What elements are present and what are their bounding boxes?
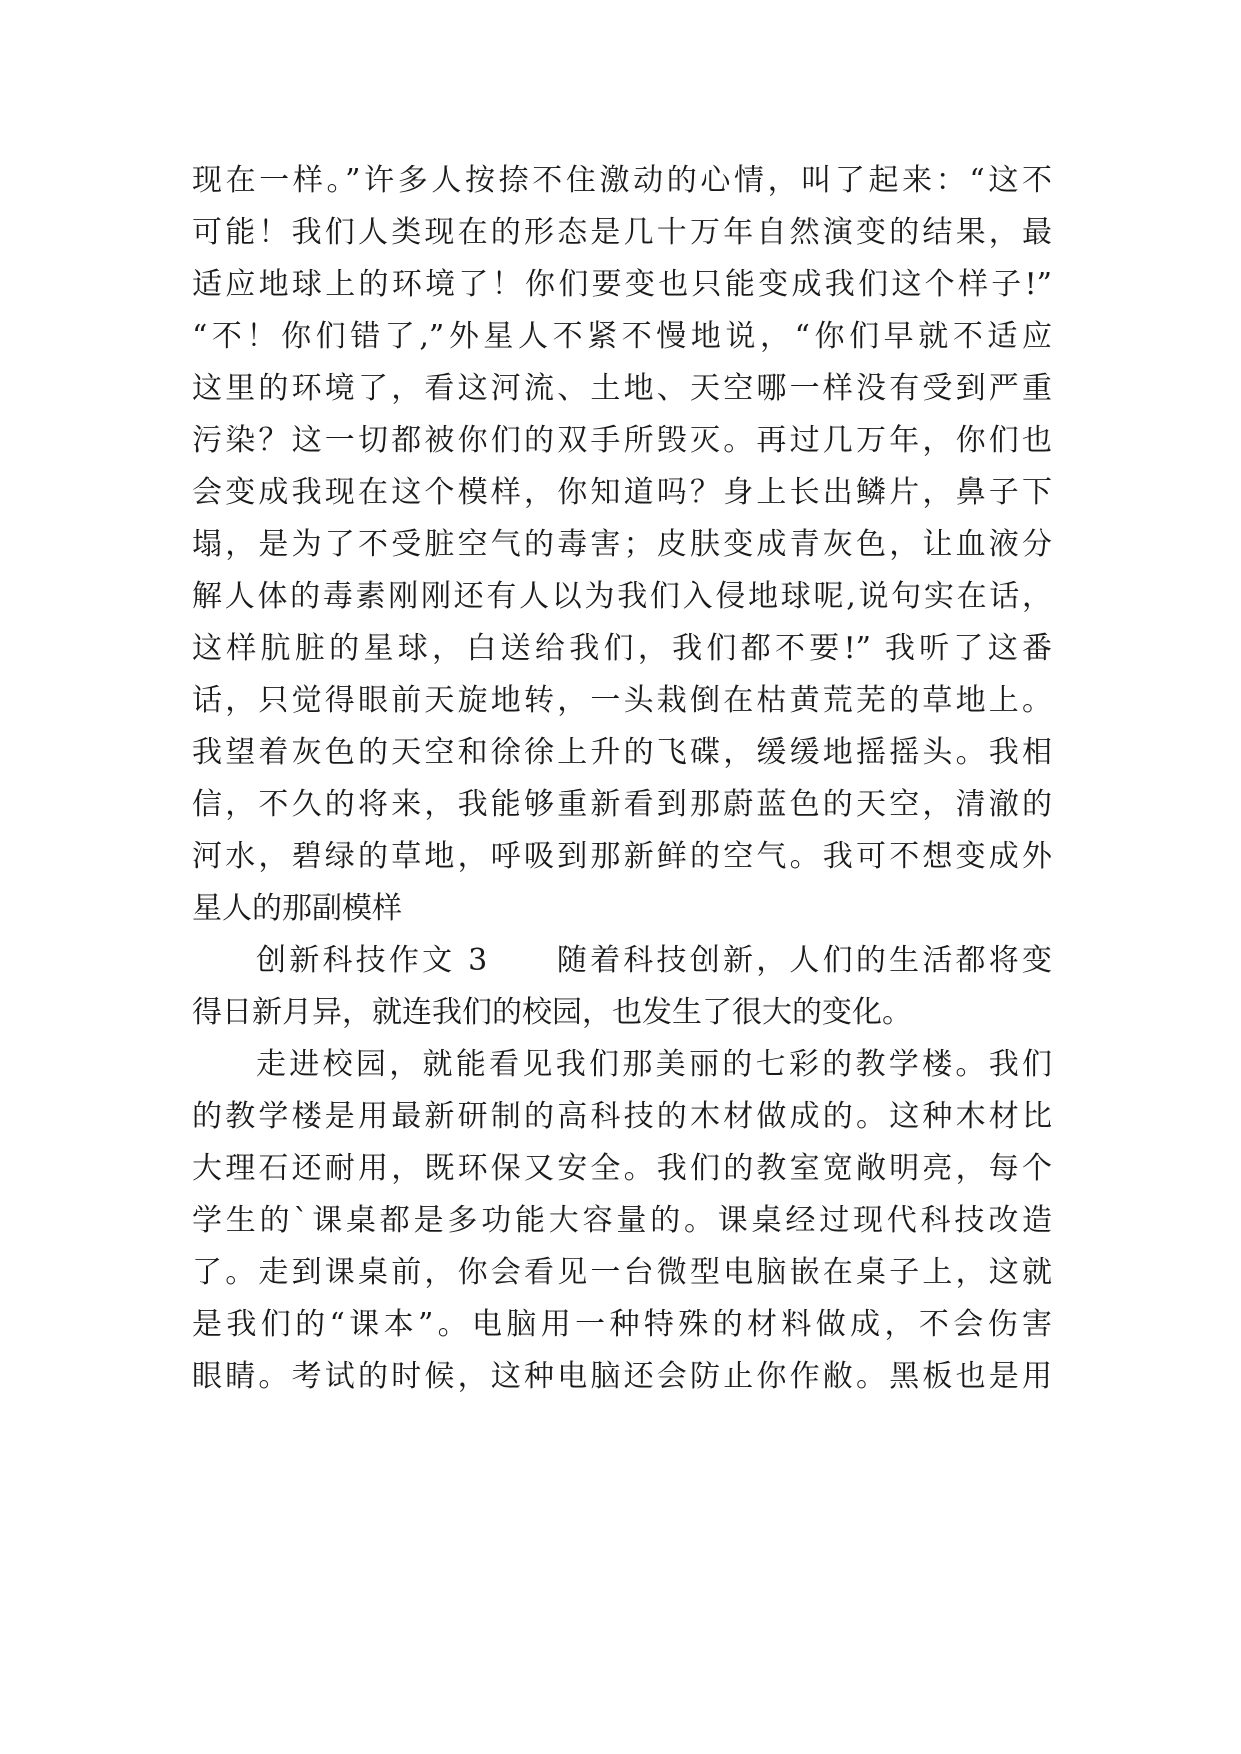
text-line: 会变成我现在这个模样，你知道吗？身上长出鳞片，鼻子下 (192, 475, 1052, 510)
text-line: 塌，是为了不受脏空气的毒害；皮肤变成青灰色，让血液分 (192, 527, 1052, 562)
text-line: “不！你们错了,”外星人不紧不慢地说，“你们早就不适应 (192, 319, 1052, 354)
body-text (192, 155, 1052, 1403)
text-line: 得日新月异，就连我们的校园，也发生了很大的变化。 (192, 995, 912, 1030)
text-line: 河水，碧绿的草地，呼吸到那新鲜的空气。我可不想变成外 (192, 839, 1052, 874)
text-line: 星人的那副模样 (192, 891, 402, 926)
section-heading-line: 创新科技作文 3 随着科技创新，人们的生活都将变 (256, 943, 1052, 978)
text-line: 现在一样。”许多人按捺不住激动的心情，叫了起来：“这不 (192, 163, 1052, 198)
text-line: 这里的环境了，看这河流、土地、天空哪一样没有受到严重 (192, 371, 1052, 406)
text-line: 眼睛。考试的时候，这种电脑还会防止你作敝。黑板也是用 (192, 1359, 1052, 1394)
text-line: 污染？这一切都被你们的双手所毁灭。再过几万年，你们也 (192, 423, 1052, 458)
text-line: 了。走到课桌前，你会看见一台微型电脑嵌在桌子上，这就 (192, 1255, 1052, 1290)
text-line: 适应地球上的环境了！你们要变也只能变成我们这个样子!” (192, 267, 1052, 302)
paragraph-start-line: 走进校园，就能看见我们那美丽的七彩的教学楼。我们 (256, 1047, 1052, 1082)
text-line: 这样肮脏的星球，白送给我们，我们都不要!” 我听了这番 (192, 631, 1052, 666)
text-line: 话，只觉得眼前天旋地转，一头栽倒在枯黄荒芜的草地上。 (192, 683, 1052, 718)
text-line: 我望着灰色的天空和徐徐上升的飞碟，缓缓地摇摇头。我相 (192, 735, 1052, 770)
text-line: 解人体的毒素刚刚还有人以为我们入侵地球呢,说句实在话， (192, 579, 1052, 614)
text-line: 信，不久的将来，我能够重新看到那蔚蓝色的天空，清澈的 (192, 787, 1052, 822)
text-line: 学生的`课桌都是多功能大容量的。课桌经过现代科技改造 (192, 1203, 1052, 1238)
text-line: 大理石还耐用，既环保又安全。我们的教室宽敞明亮，每个 (192, 1151, 1052, 1186)
text-line: 可能！我们人类现在的形态是几十万年自然演变的结果，最 (192, 215, 1052, 250)
text-line: 的教学楼是用最新研制的高科技的木材做成的。这种木材比 (192, 1099, 1052, 1134)
text-line: 是我们的“课本”。电脑用一种特殊的材料做成，不会伤害 (192, 1307, 1052, 1342)
